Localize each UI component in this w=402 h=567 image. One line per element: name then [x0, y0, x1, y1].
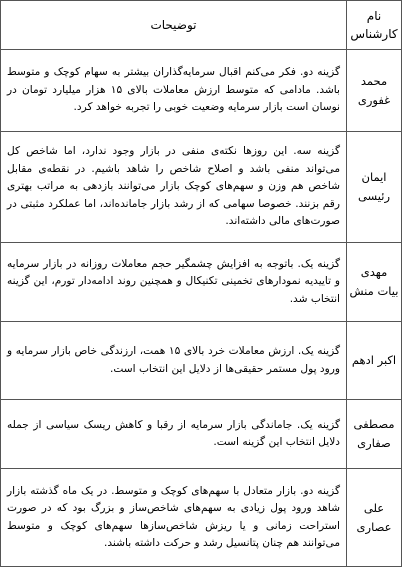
table-row	[1, 243, 402, 322]
analyst-name: علی عصاری	[347, 469, 402, 567]
analyst-name: مصطفی صفاری	[347, 400, 402, 469]
header-name-column: نام کارشناس	[347, 1, 402, 50]
table-row	[1, 469, 402, 567]
table-row	[1, 132, 402, 243]
analyst-name: مهدی بیات منش	[347, 243, 402, 322]
analyst-name: محمد غفوری	[347, 50, 402, 132]
analyst-description: گزینه دو. بازار متعادل با سهم‌های کوچک و متوسط. در یک ماه گذشته بازار شاهد ورود پول زیادی به سهم‌های شاخص‌ساز و بزرگ بود که در صورت استراحت زمانی و یا ریزش شاخص‌سازها سهم‌های کوچک و متوسط می‌توانند هم چنان پتانسیل رشد و حرکت داشته باشند.	[1, 469, 347, 567]
table-row	[1, 50, 402, 132]
analyst-description: گزینه یک. جاماندگی بازار سرمایه از رقبا و کاهش ریسک سیاسی از جمله دلایل انتخاب این گزینه است.	[1, 400, 347, 469]
analyst-description: گزینه یک. ارزش معاملات خرد بالای ۱۵ همت، ارزندگی خاص بازار سرمایه و ورود پول مستمر حقیقی‌ها از دلایل این انتخاب است.	[1, 322, 347, 400]
analyst-description: گزینه سه. این روزها نکته‌ی منفی در بازار وجود ندارد، اما شاخص کل می‌تواند منفی باشد و اصلاح شاخص را شاهد باشیم. در نقطه‌ی مقابل شاخص هم وزن و سهم‌های کوچک بازار می‌توانند بازدهی به مراتب بهتری رقم بزنند. خصوصا سهامی که از رشد بازار جامانده‌اند، اما عملکرد مثبتی در صورت‌های مالی داشته‌اند.	[1, 132, 347, 243]
analyst-name: اکبر ادهم	[347, 322, 402, 400]
analyst-description: گزینه دو. فکر می‌کنم اقبال سرمایه‌گذاران بیشتر به سهام کوچک و متوسط باشد. مادامی که متوسط ارزش معاملات بالای ۱۵ هزار میلیارد تومان در نوسان است بازار سرمایه وضعیت خوبی را تجربه خواهد کرد.	[1, 50, 347, 132]
analyst-name: ایمان رئیسی	[347, 132, 402, 243]
header-description-column: توضیحات	[1, 1, 347, 50]
table-header-row	[1, 1, 402, 50]
table-row	[1, 322, 402, 400]
analyst-description: گزینه یک. باتوجه به افزایش چشمگیر حجم معاملات روزانه در بازار سرمایه و تاییدیه نمودارهای تخمینی تکنیکال و همچنین روند ادامه‌دار تورم، این گزینه انتخاب شد.	[1, 243, 347, 322]
table-row	[1, 400, 402, 469]
